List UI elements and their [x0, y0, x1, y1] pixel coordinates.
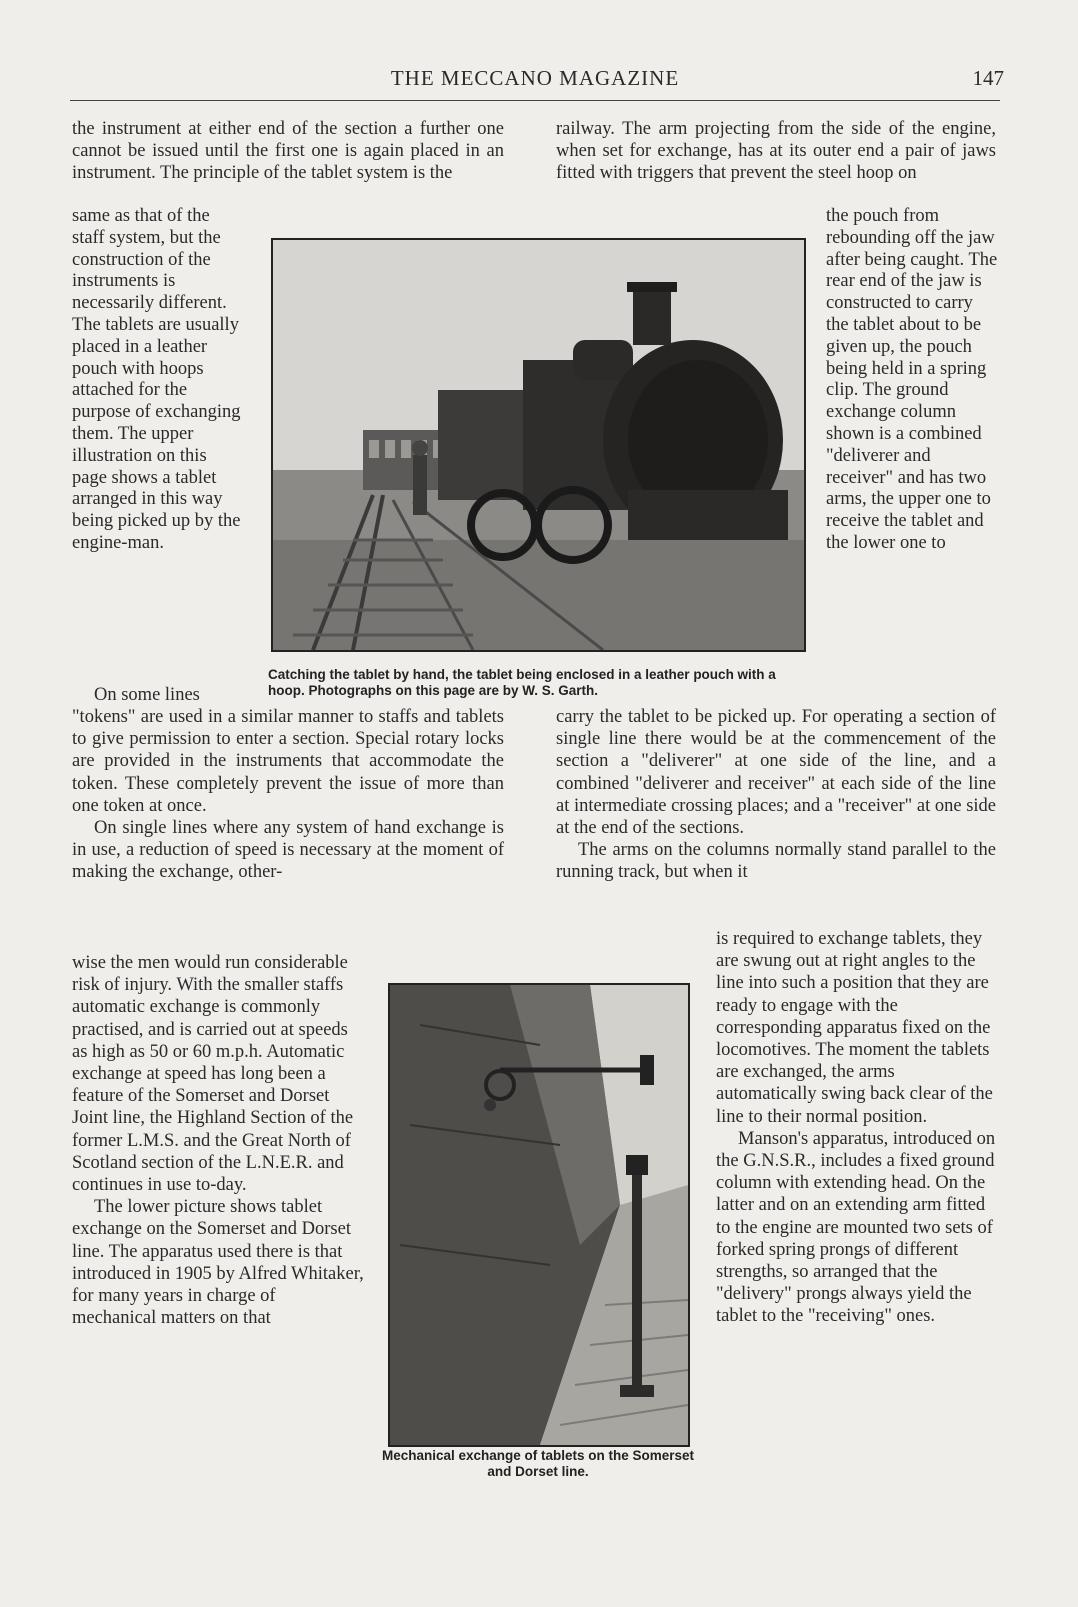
left-paragraph-1: the instrument at either end of the section a further one cannot be issued until the first one is again placed in an instrument. The principle of the tablet system is the — [72, 119, 504, 184]
right-wrap-paragraph: the pouch from rebounding off the jaw after being caught. The rear end of the jaw is constructed to carry the tablet about to be given up, the pouch being held in a spring clip. The ground exchange column shown is a combined "deliverer and receiver" and has two arms, the upper one to receive the tablet and the lower one to — [826, 206, 998, 553]
right-paragraph-3: Manson's apparatus, introduced on the G.N.S.R., includes a fixed ground column with extending head. On the latter and on an extending arm fitted to the engine are mounted two sets of forked spring prongs of different strengths, so arranged that the "delivery" prongs always yield the tablet to the "receiving" ones. — [716, 1128, 996, 1327]
top-figure-caption: Catching the tablet by hand, the tablet being enclosed in a leather pouch with a hoop. Photographs on this page are by W. S. Garth. — [268, 667, 776, 698]
right-paragraph-2: The arms on the columns normally stand parallel to the running track, but when it — [556, 840, 996, 883]
running-header: THE MECCANO MAGAZINE — [390, 66, 680, 90]
right-paragraph-1: railway. The arm projecting from the side of the engine, when set for exchange, has at its outer end a pair of jaws fitted with triggers that prevent the steel hoop on — [556, 119, 996, 184]
left-wrap-paragraph-2: wise the men would run considerable risk of injury. With the smaller staffs automatic exchange is commonly practised, and is carried out at speeds as high as 50 or 60 m.p.h. Automatic exchange at speed has long been a feature of the Somerset and Dorset Joint line, the Highland Section of the former L.M.S. and the Great North of Scotland section of the L.N.E.R. and continues in use to-day. — [72, 953, 354, 1196]
left-paragraph-2-start: On some lines — [94, 685, 200, 705]
right-wrap-paragraph-2: is required to exchange tablets, they are swung out at right angles to the line into such a position that they are ready to engage with the corresponding apparatus fixed on the locomotives. The moment the tablets are exchanged, the arms automatically swing back clear of the line to their normal position. — [716, 929, 993, 1127]
page-number: 147 — [972, 66, 1004, 90]
right-paragraph-1-cont: carry the tablet to be picked up. For operating a section of single line there would be at the commencement of the section a "deliverer" at one side of the line, and a combined "deliverer and receiver" at each side of the line at intermediate crossing places; and a "receiver" at one side at the end of the sections. — [556, 707, 996, 839]
left-paragraph-2: "tokens" are used in a similar manner to staffs and tablets to give permission to enter a section. Special rotary locks are provided in the instruments that accommodate the token. These completely prevent the issue of more than one token at once. — [72, 707, 504, 816]
locomotive-photo — [271, 238, 806, 652]
exchange-apparatus-photo — [388, 983, 690, 1447]
left-wrap-text — [72, 206, 244, 555]
left-wrap-paragraph: same as that of the staff system, but the construction of the instruments is necessarily different. The tablets are usually placed in a leather pouch with hoops attached for the purpose of exchanging them. The upper illustration on this page shows a tablet arranged in this way being picked up by the engine-man. — [72, 206, 241, 553]
left-paragraph-3: On single lines where any system of hand exchange is in use, a reduction of speed is necessary at the moment of making the exchange, other- — [72, 818, 504, 883]
right-wrap-text-2 — [716, 928, 998, 1328]
locomotive-illustration — [273, 240, 804, 650]
right-wrap-text — [826, 206, 998, 555]
left-col-mid — [72, 706, 504, 884]
left-paragraph-4: The lower picture shows tablet exchange on the Somerset and Dorset line. The apparatus used there is that introduced in 1905 by Alfred Whitaker, for many years in charge of mechanical matters on that — [72, 1197, 364, 1329]
bottom-figure-caption: Mechanical exchange of tablets on the Somerset and Dorset line. — [381, 1448, 695, 1479]
right-col-mid — [556, 706, 996, 884]
exchange-apparatus-illustration — [390, 985, 688, 1445]
left-wrap-text-2 — [72, 952, 364, 1329]
header-rule — [70, 100, 1000, 101]
left-col-top — [72, 118, 504, 185]
right-col-top — [556, 118, 996, 185]
left-p2-start — [72, 684, 272, 706]
